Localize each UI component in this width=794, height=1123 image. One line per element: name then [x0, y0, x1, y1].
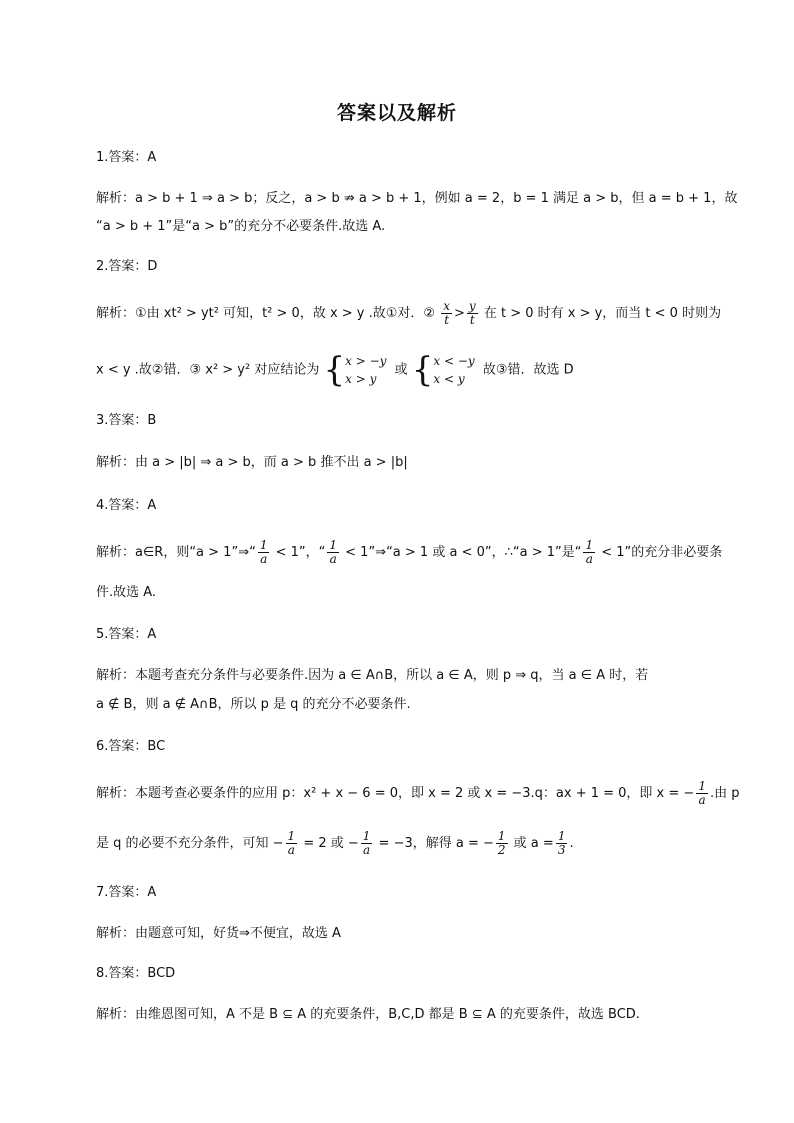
- analysis-2-line-1: 解析：①由 xt² > yt² 可知，t² > 0，故 x > y .故①对．② $\frac{x}{t}$ > $\frac{y}{t}$ 在 t > 0 时有 x > y，而当 t < 0 时则为: [96, 299, 722, 327]
- fraction-numerator: y: [468, 299, 476, 313]
- fraction-1-over-a: [696, 780, 708, 807]
- analysis-6-text-d: = 2 或 −: [299, 836, 359, 851]
- system-2-row-2: x < y: [433, 372, 465, 386]
- analysis-6-text-c: 是 q 的必要不充分条件，可知 −: [96, 836, 284, 851]
- fraction-numerator: 1: [287, 829, 296, 843]
- fraction-numerator: 1: [497, 829, 506, 843]
- answer-5: 5.答案：A: [96, 627, 157, 642]
- fraction-1-over-a: [286, 830, 298, 857]
- analysis-2-text-c: x < y .故②错．③ x² > y² 对应结论为: [96, 362, 320, 378]
- fraction-denominator: a: [698, 793, 706, 807]
- analysis-4-text-c: < 1”⇒“a > 1 或 a < 0”，∴“a > 1”是“: [341, 545, 582, 560]
- answer-2: 2.答案：D: [96, 259, 158, 274]
- fraction-numerator: x: [443, 299, 450, 313]
- fraction-denominator: 3: [557, 843, 566, 857]
- analysis-3-line-1: 解析：由 a > |b| ⇒ a > b，而 a > b 推不出 a > |b|: [96, 455, 408, 470]
- fraction-1-over-a: [583, 539, 595, 566]
- fraction-denominator: a: [260, 552, 268, 566]
- fraction-1-over-3: [556, 830, 568, 857]
- analysis-6-text-a: 解析：本题考查必要条件的应用 p：x² + x − 6 = 0，即 x = 2 或 x = −3.q：ax + 1 = 0，即 x = −: [96, 786, 695, 801]
- analysis-8-line-1: 解析：由维恩图可知，A 不是 B ⊆ A 的充要条件，B,C,D 都是 B ⊆ A 的充要条件，故选 BCD.: [96, 1007, 640, 1022]
- fraction-numerator: 1: [698, 779, 706, 793]
- analysis-2-line-2: [96, 352, 574, 388]
- system-1-row-2: x > y: [345, 372, 377, 386]
- analysis-6-text-e: = −3，解得 a = −: [374, 836, 494, 851]
- analysis-4-text-b: < 1”，“: [271, 545, 326, 560]
- analysis-2-text-d: 故③错．故选 D: [482, 362, 574, 378]
- analysis-5-line-1: 解析：本题考查充分条件与必要条件.因为 a ∈ A∩B，所以 a ∈ A，则 p ⇒ q，当 a ∈ A 时，若: [96, 668, 649, 683]
- answer-4: 4.答案：A: [96, 498, 157, 513]
- fraction-numerator: 1: [259, 538, 268, 552]
- answer-8: 8.答案：BCD: [96, 966, 176, 981]
- analysis-5-line-2: a ∉ B，则 a ∉ A∩B，所以 p 是 q 的充分不必要条件.: [96, 697, 411, 712]
- fraction-denominator: a: [585, 552, 593, 566]
- fraction-numerator: 1: [329, 538, 338, 552]
- left-brace: {: [323, 350, 346, 390]
- fraction-denominator: t: [444, 313, 450, 327]
- fraction-1-over-2: [496, 830, 508, 857]
- system-2: [433, 352, 474, 388]
- fraction-1-over-a: [361, 830, 373, 857]
- fraction-numerator: 1: [362, 829, 371, 843]
- answer-3: 3.答案：B: [96, 413, 157, 428]
- fraction-denominator: t: [469, 313, 475, 327]
- analysis-4-text-a: 解析：a∈R，则“a > 1”⇒“: [96, 545, 256, 560]
- analysis-2-text-b: 在 t > 0 时有 x > y，而当 t < 0 时则为: [483, 306, 722, 321]
- system-1: [345, 352, 386, 388]
- analysis-7-line-1: 解析：由题意可知，好货⇒不便宜，故选 A: [96, 926, 341, 941]
- page-title: 答案以及解析: [336, 102, 457, 124]
- fraction-denominator: a: [329, 552, 337, 566]
- answer-7: 7.答案：A: [96, 885, 157, 900]
- analysis-4-line-1: [96, 539, 722, 566]
- fraction-x-over-t: [441, 300, 452, 327]
- answer-1: 1.答案：A: [96, 150, 157, 165]
- analysis-1-line-2: “a > b + 1”是“a > b”的充分不必要条件.故选 A.: [96, 219, 386, 234]
- analysis-6-text-b: .由 p: [709, 786, 740, 801]
- analysis-6-line-1: [96, 780, 739, 807]
- analysis-4-text-d: < 1”的充分非必要条: [597, 545, 723, 560]
- fraction-y-over-t: [467, 300, 478, 327]
- fraction-denominator: a: [363, 843, 371, 857]
- analysis-6-line-2: 是 q 的必要不充分条件，可知 − $\frac{1}{a}$ = 2 或 − $\frac{1}{a}$ = −3，解得 a = − $\frac{1}{2}$ 或 a = $\frac{1}{3}$ .: [96, 829, 574, 857]
- or-word: 或: [394, 362, 408, 378]
- fraction-denominator: 2: [497, 843, 506, 857]
- system-2-row-1: x < −y: [433, 354, 475, 368]
- left-brace: {: [411, 350, 434, 390]
- fraction-1-over-a: [327, 539, 339, 566]
- answer-6: 6.答案：BC: [96, 739, 166, 754]
- analysis-1-line-1: 解析：a > b + 1 ⇒ a > b；反之，a > b ⇏ a > b + 1，例如 a = 2，b = 1 满足 a > b，但 a = b + 1，故: [96, 191, 738, 206]
- fraction-numerator: 1: [585, 538, 594, 552]
- analysis-2-text-a: 解析：①由 xt² > yt² 可知，t² > 0，故 x > y .故①对．②: [96, 306, 436, 321]
- fraction-1-over-a: [258, 539, 270, 566]
- analysis-4-line-2: 件.故选 A.: [96, 585, 157, 600]
- fraction-numerator: 1: [557, 829, 566, 843]
- fraction-denominator: a: [287, 843, 295, 857]
- system-1-row-1: x > −y: [345, 354, 387, 368]
- analysis-6-text-f: 或 a =: [509, 836, 554, 851]
